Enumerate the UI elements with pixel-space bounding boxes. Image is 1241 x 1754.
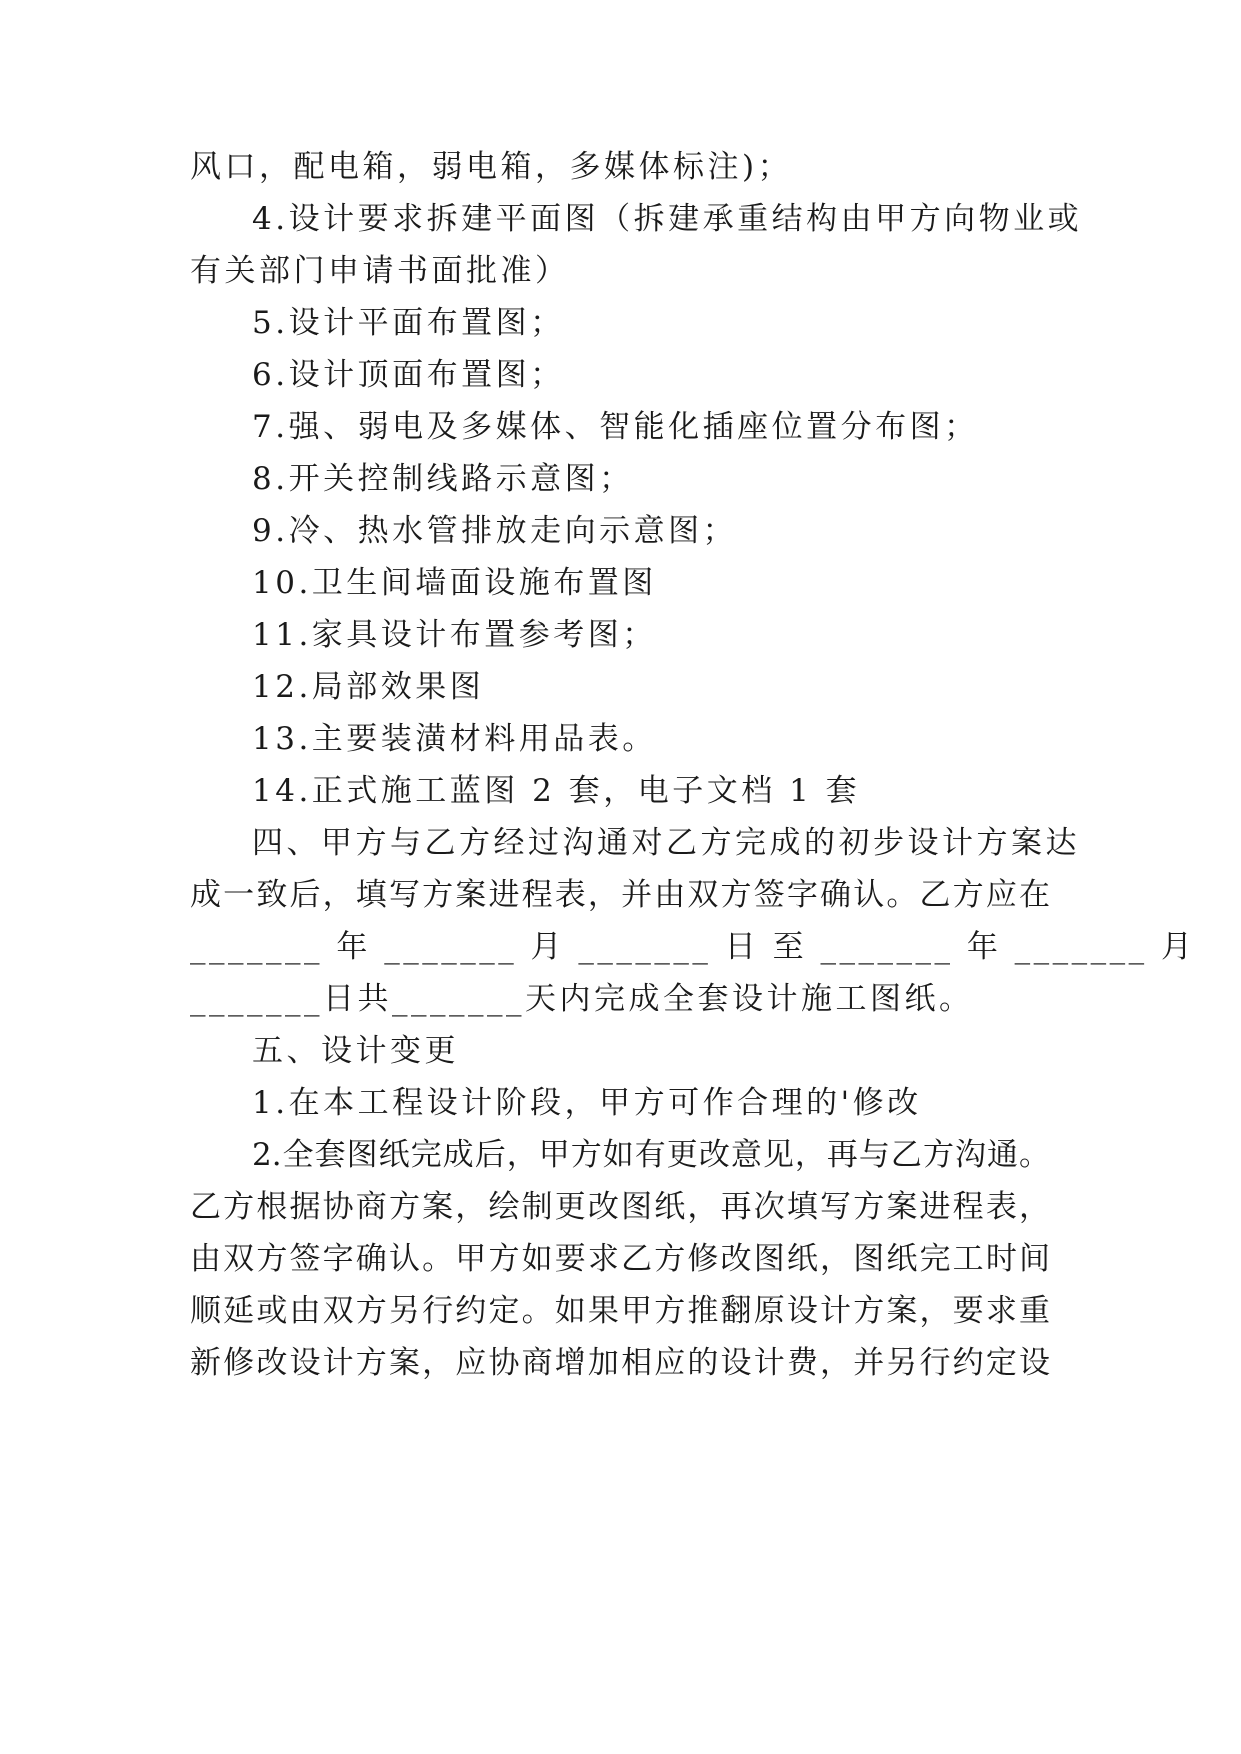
list-item: 8.开关控制线路示意图；: [252, 461, 634, 497]
text-line: 顺延或由双方另行约定。如果甲方推翻原设计方案，要求重: [190, 1293, 1050, 1329]
list-item: 1.在本工程设计阶段，甲方可作合理的'修改: [252, 1085, 922, 1121]
list-item: 9.冷、热水管排放走向示意图；: [252, 513, 738, 549]
list-item: 7.强、弱电及多媒体、智能化插座位置分布图；: [252, 409, 979, 445]
text-line: 成一致后，填写方案进程表，并由双方签字确认。乙方应在: [190, 877, 1050, 913]
list-item: 12.局部效果图: [252, 669, 485, 705]
text-line: 由双方签字确认。甲方如要求乙方修改图纸，图纸完工时间: [190, 1241, 1050, 1277]
section-heading: 四、甲方与乙方经过沟通对乙方完成的初步设计方案达: [252, 825, 1080, 861]
date-fill-line: _______ 年 _______ 月 _______ 日 至 _______ 年 _______ 月: [190, 929, 1196, 965]
list-item: 6.设计顶面布置图；: [252, 357, 565, 393]
text-line: 乙方根据协商方案，绘制更改图纸，再次填写方案进程表，: [190, 1189, 1050, 1225]
list-item: 5.设计平面布置图；: [252, 305, 565, 341]
text-line: 新修改设计方案，应协商增加相应的设计费，并另行约定设: [190, 1345, 1050, 1381]
list-item: 2.全套图纸完成后，甲方如有更改意见，再与乙方沟通。: [252, 1137, 1050, 1173]
list-item: 14.正式施工蓝图 2 套，电子文档 1 套: [252, 773, 861, 809]
text-line: 有关部门申请书面批准）: [190, 253, 570, 289]
list-item: 10.卫生间墙面设施布置图: [252, 565, 657, 601]
list-item: 11.家具设计布置参考图；: [252, 617, 657, 653]
section-heading: 五、设计变更: [252, 1033, 459, 1069]
list-item: 13.主要装潢材料用品表。: [252, 721, 657, 757]
list-item: 4.设计要求拆建平面图（拆建承重结构由甲方向物业或: [252, 201, 1083, 237]
text-line: _______日共_______天内完成全套设计施工图纸。: [190, 981, 974, 1017]
text-line: 风口，配电箱，弱电箱，多媒体标注)；: [190, 149, 793, 185]
